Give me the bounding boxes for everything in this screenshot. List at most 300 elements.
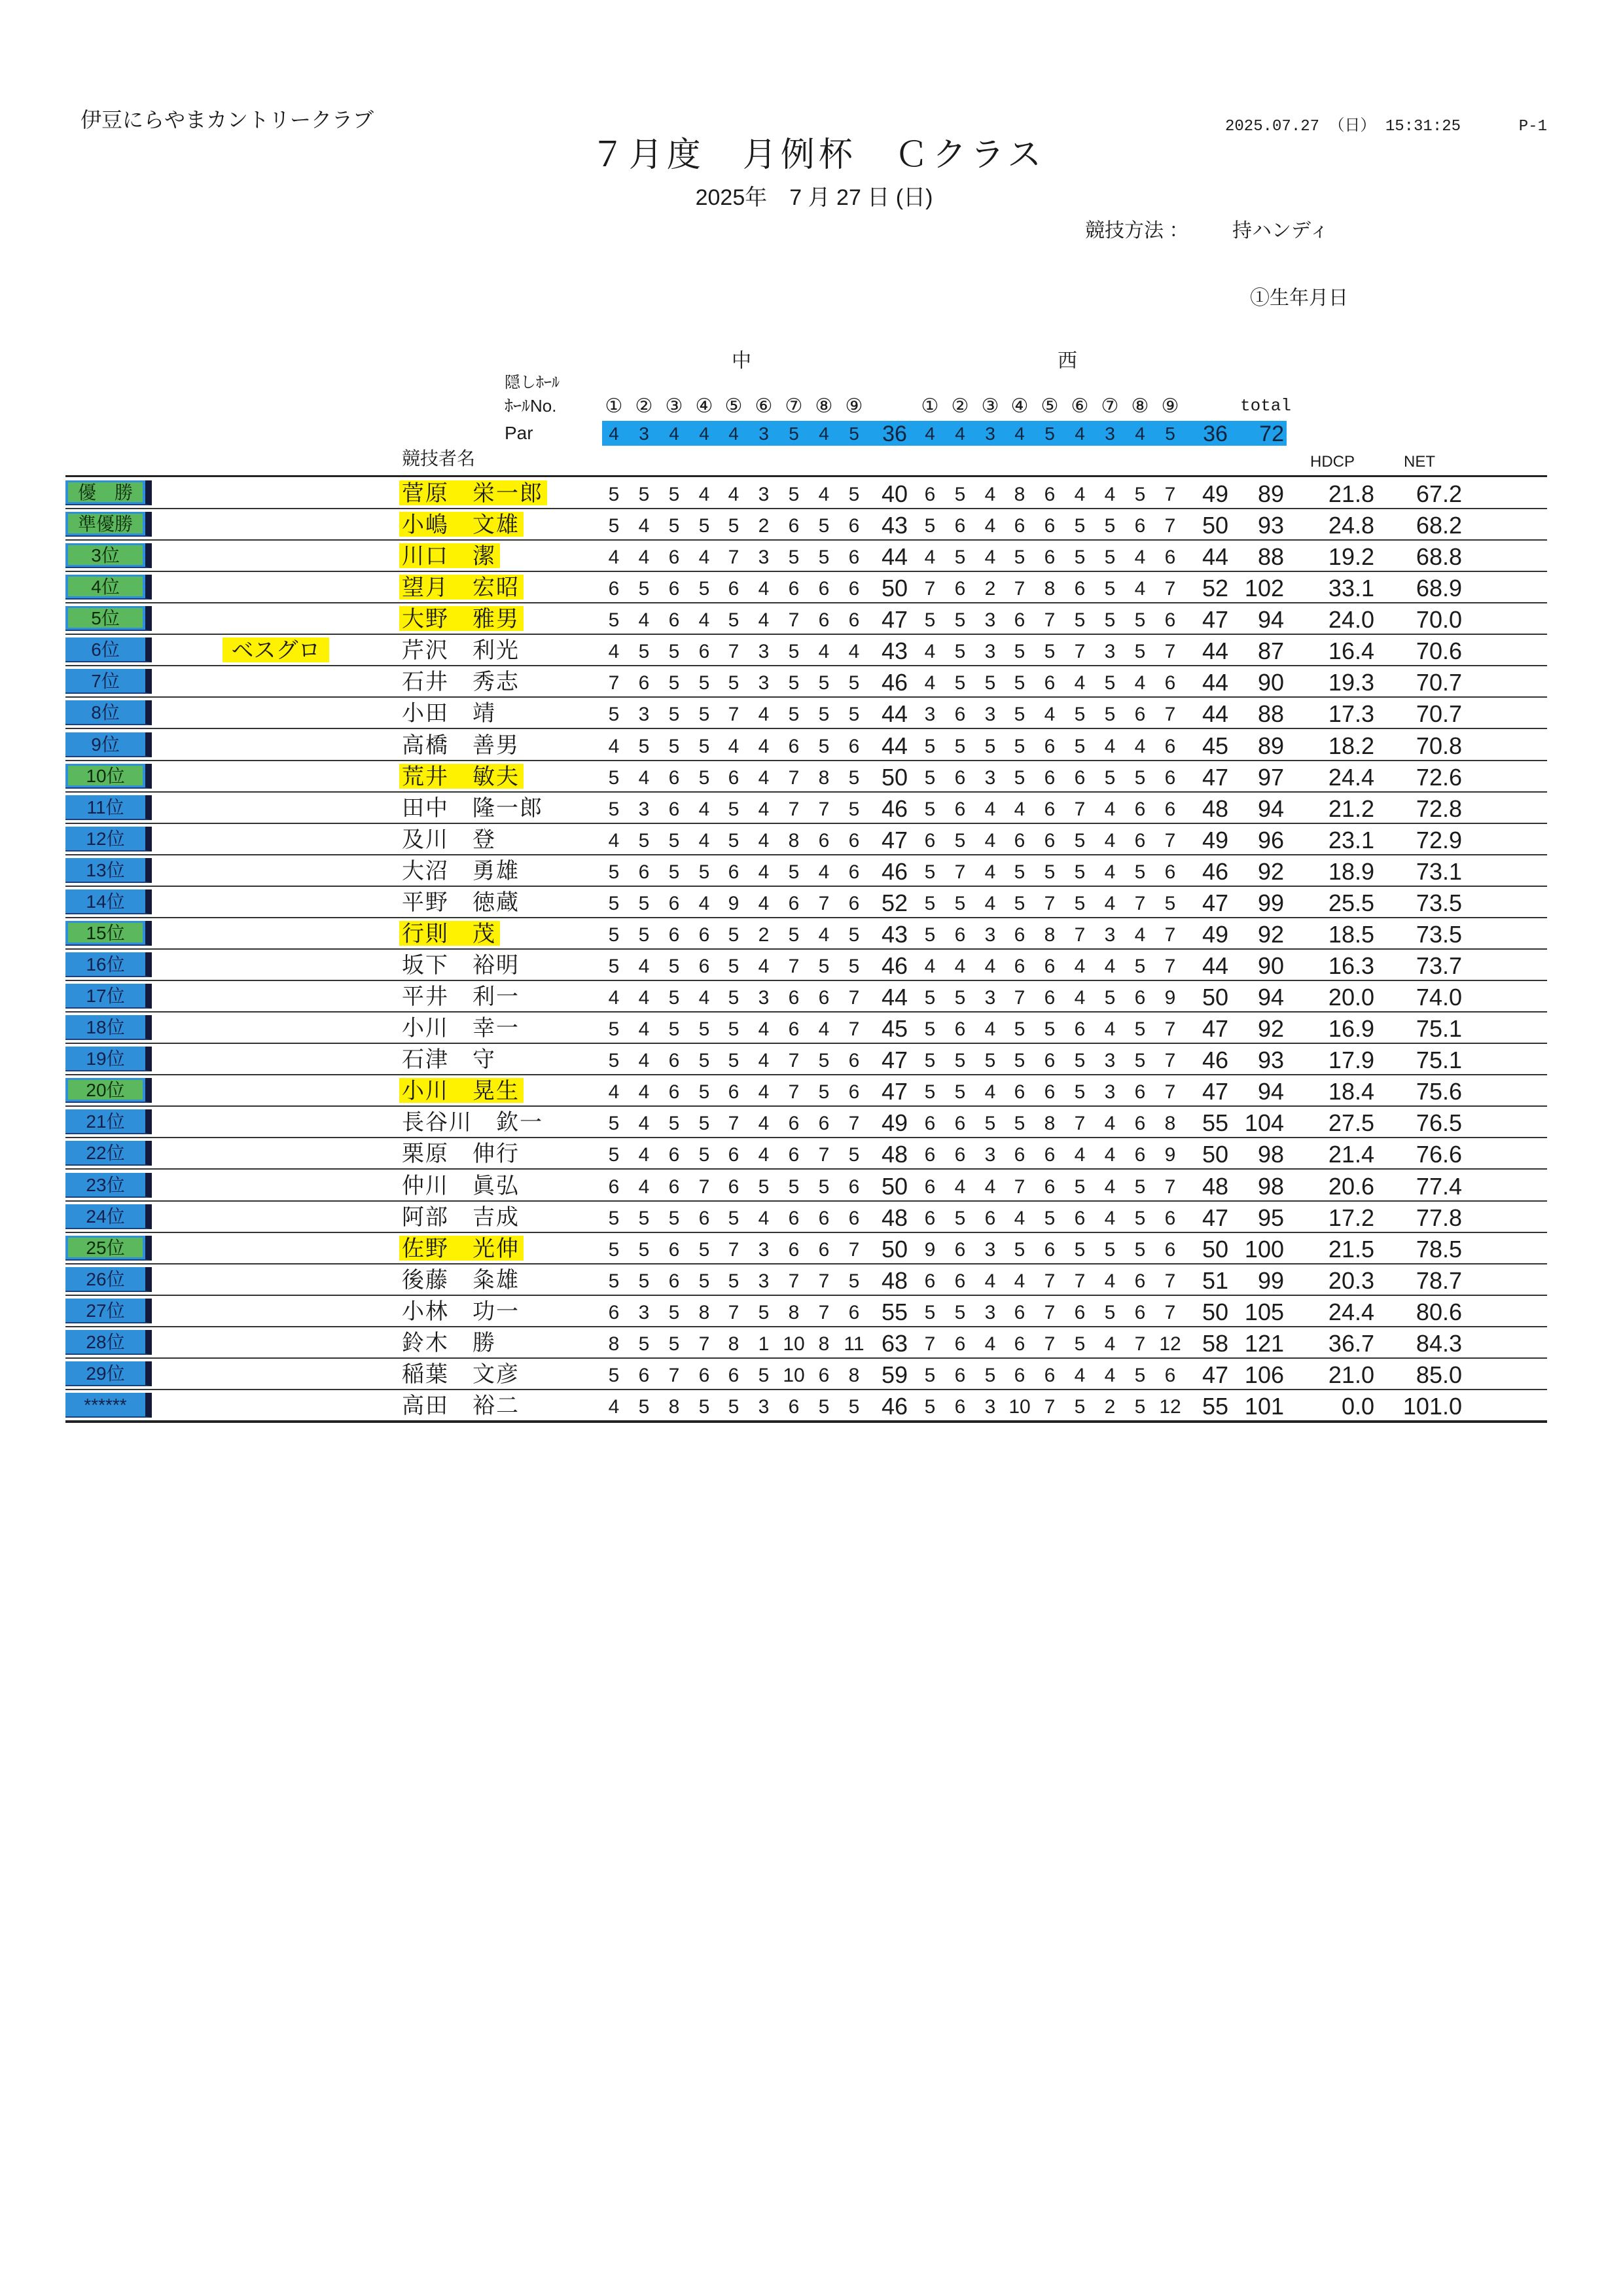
hole-score-front: 5 xyxy=(788,641,800,662)
par-front: 4 xyxy=(609,423,619,444)
hole-score-back: 6 xyxy=(924,1270,936,1292)
hole-score-back: 5 xyxy=(1134,484,1146,505)
player-name: 石井 秀志 xyxy=(402,670,520,694)
hole-score-front: 5 xyxy=(668,641,680,662)
hole-score-front: 3 xyxy=(638,798,650,820)
hole-score-front: 6 xyxy=(668,1239,680,1261)
out-total: 47 xyxy=(881,1078,908,1105)
hole-score-front: 5 xyxy=(728,956,740,977)
out-total: 48 xyxy=(881,1204,908,1231)
player-name: 長谷川 欽一 xyxy=(402,1110,543,1135)
gross-total: 92 xyxy=(1257,921,1284,948)
hole-score-front: 6 xyxy=(608,578,620,600)
hole-score-back: 5 xyxy=(1074,736,1086,757)
hole-score-back: 4 xyxy=(1104,1270,1116,1292)
result-row xyxy=(0,1012,1623,1043)
hole-score-front: 6 xyxy=(848,736,860,757)
hole-score-front: 4 xyxy=(818,484,830,505)
hole-score-back: 6 xyxy=(1044,484,1056,505)
event-date: 2025年 7 月 27 日 (日) xyxy=(695,185,933,210)
hole-score-front: 5 xyxy=(608,515,620,537)
gross-total: 99 xyxy=(1257,1267,1284,1294)
in-total: 49 xyxy=(1202,480,1229,507)
hole-number-label: ﾎｰﾙNo. xyxy=(505,396,557,416)
hole-score-back: 7 xyxy=(1044,609,1056,631)
hole-score-back: 7 xyxy=(1164,1081,1176,1103)
hole-score-front: 6 xyxy=(698,924,710,946)
net-score: 72.9 xyxy=(1416,827,1462,853)
hole-score-back: 2 xyxy=(1104,1396,1116,1418)
hole-score-front: 5 xyxy=(728,830,740,852)
hole-score-back: 5 xyxy=(954,1050,966,1071)
hole-score-front: 4 xyxy=(638,609,650,631)
rank-label: 17位 xyxy=(86,986,125,1006)
gross-total: 88 xyxy=(1257,543,1284,570)
handicap: 18.4 xyxy=(1328,1078,1374,1105)
hole-score-back: 5 xyxy=(924,798,936,820)
hole-score-front: 5 xyxy=(698,578,710,600)
hole-score-back: 7 xyxy=(1044,1270,1056,1292)
hole-score-back: 6 xyxy=(1134,1144,1146,1166)
hole-score-front: 7 xyxy=(788,798,800,820)
player-name: 阿部 吉成 xyxy=(402,1205,520,1230)
hole-score-front: 6 xyxy=(788,515,800,537)
hole-score-front: 4 xyxy=(758,704,770,725)
out-total: 50 xyxy=(881,575,908,601)
hole-score-front: 5 xyxy=(668,1113,680,1134)
hole-score-back: 4 xyxy=(984,484,996,505)
hole-score-front: 5 xyxy=(668,515,680,537)
rank-badge xyxy=(65,1267,152,1292)
total-column-label: total xyxy=(1240,396,1292,416)
in-total: 50 xyxy=(1202,512,1229,539)
hole-score-back: 7 xyxy=(1164,956,1176,977)
player-name: 平井 利一 xyxy=(402,984,520,1009)
hole-score-back: 6 xyxy=(924,1144,936,1166)
hole-score-back: 4 xyxy=(984,1176,996,1198)
hole-score-back: 4 xyxy=(1074,1365,1086,1386)
result-row xyxy=(0,949,1623,980)
net-score: 72.8 xyxy=(1416,795,1462,822)
hole-score-back: 3 xyxy=(1104,924,1116,946)
handicap: 21.5 xyxy=(1328,1236,1374,1263)
hole-score-back: 5 xyxy=(984,672,996,694)
hole-score-front: 4 xyxy=(758,736,770,757)
rank-badge xyxy=(65,1109,152,1134)
par-back: 4 xyxy=(1014,423,1025,444)
hole-score-back: 4 xyxy=(924,956,936,977)
hole-score-front: 6 xyxy=(818,987,830,1009)
hole-score-back: 6 xyxy=(1044,547,1056,568)
hole-score-front: 4 xyxy=(638,987,650,1009)
net-score: 76.5 xyxy=(1416,1109,1462,1136)
hole-score-back: 7 xyxy=(1164,704,1176,725)
hole-score-back: 7 xyxy=(1044,1333,1056,1355)
result-row xyxy=(0,1264,1623,1295)
hole-score-back: 5 xyxy=(1134,1365,1146,1386)
hole-score-back: 5 xyxy=(1134,767,1146,789)
hole-score-front: 5 xyxy=(698,861,710,883)
hole-score-front: 6 xyxy=(698,956,710,977)
hole-score-front: 5 xyxy=(758,1176,770,1198)
in-total: 50 xyxy=(1202,1236,1229,1263)
hole-score-back: 4 xyxy=(1104,1018,1116,1040)
page-title: ７月度 月例杯 Ｃクラス xyxy=(590,136,1046,174)
hole-score-front: 6 xyxy=(728,578,740,600)
hole-score-front: 5 xyxy=(698,1018,710,1040)
hole-score-front: 6 xyxy=(818,1208,830,1229)
net-score: 73.7 xyxy=(1416,952,1462,979)
hole-score-front: 5 xyxy=(848,1144,860,1166)
hole-number-front: ⑨ xyxy=(845,395,863,417)
hole-score-back: 4 xyxy=(1104,1333,1116,1355)
in-total: 51 xyxy=(1202,1267,1229,1294)
handicap: 20.0 xyxy=(1328,984,1374,1011)
hole-score-front: 8 xyxy=(818,767,830,789)
hole-score-front: 2 xyxy=(758,924,770,946)
hole-number-front: ⑤ xyxy=(724,395,743,417)
net-score: 77.4 xyxy=(1416,1173,1462,1200)
net-score: 77.8 xyxy=(1416,1204,1462,1231)
net-score: 70.6 xyxy=(1416,637,1462,664)
hole-score-back: 5 xyxy=(1134,641,1146,662)
hole-number-back: ③ xyxy=(981,395,999,417)
hole-number-back: ⑥ xyxy=(1071,395,1089,417)
handicap: 21.2 xyxy=(1328,795,1374,822)
hole-score-front: 3 xyxy=(758,672,770,694)
in-total: 44 xyxy=(1202,952,1229,979)
hole-score-back: 4 xyxy=(1074,1144,1086,1166)
hole-score-front: 4 xyxy=(728,484,740,505)
gross-total: 94 xyxy=(1257,606,1284,633)
player-name: 小田 靖 xyxy=(402,701,496,726)
in-total: 44 xyxy=(1202,669,1229,696)
hole-score-front: 8 xyxy=(608,1333,620,1355)
hole-score-back: 6 xyxy=(1074,767,1086,789)
result-row xyxy=(0,980,1623,1012)
handicap: 27.5 xyxy=(1328,1109,1374,1136)
hole-score-back: 4 xyxy=(1104,736,1116,757)
net-score: 67.2 xyxy=(1416,480,1462,507)
hole-score-front: 8 xyxy=(668,1396,680,1418)
hole-score-front: 7 xyxy=(818,1302,830,1323)
rank-badge xyxy=(65,1393,152,1418)
hole-score-back: 5 xyxy=(954,1081,966,1103)
hole-score-back: 6 xyxy=(1074,578,1086,600)
out-total: 48 xyxy=(881,1267,908,1294)
best-gross-badge: ベスグロ xyxy=(223,637,329,662)
hole-score-back: 6 xyxy=(1044,956,1056,977)
player-name: 稲葉 文彦 xyxy=(402,1362,520,1387)
hole-score-front: 4 xyxy=(758,578,770,600)
in-total: 44 xyxy=(1202,543,1229,570)
rank-label: 28位 xyxy=(86,1332,125,1352)
hole-score-back: 7 xyxy=(1074,1270,1086,1292)
hole-score-back: 3 xyxy=(1104,641,1116,662)
gross-total: 94 xyxy=(1257,795,1284,822)
net-score: 70.0 xyxy=(1416,606,1462,633)
gross-total: 95 xyxy=(1257,1204,1284,1231)
hole-score-front: 4 xyxy=(638,1018,650,1040)
hole-score-back: 9 xyxy=(1164,987,1176,1009)
row-divider xyxy=(65,1420,1547,1423)
hole-score-back: 6 xyxy=(924,1176,936,1198)
hole-score-back: 4 xyxy=(1134,547,1146,568)
par-back: 3 xyxy=(985,423,995,444)
net-score: 72.6 xyxy=(1416,764,1462,791)
hole-number-front: ④ xyxy=(695,395,713,417)
hole-score-back: 4 xyxy=(1104,1144,1116,1166)
hole-score-front: 5 xyxy=(608,1270,620,1292)
par-front: 4 xyxy=(699,423,709,444)
hole-score-front: 5 xyxy=(788,484,800,505)
hole-score-back: 5 xyxy=(1014,1239,1026,1261)
hole-score-back: 6 xyxy=(1044,736,1056,757)
hole-score-back: 8 xyxy=(1044,578,1056,600)
hole-score-front: 5 xyxy=(848,956,860,977)
in-total: 47 xyxy=(1202,1078,1229,1105)
hole-score-front: 4 xyxy=(758,861,770,883)
hole-score-front: 4 xyxy=(698,830,710,852)
result-row xyxy=(0,571,1623,603)
rank-label: 23位 xyxy=(86,1175,125,1195)
hole-score-back: 4 xyxy=(924,672,936,694)
hole-score-front: 5 xyxy=(728,1018,740,1040)
out-total: 40 xyxy=(881,480,908,507)
hole-number-back: ⑨ xyxy=(1161,395,1179,417)
in-total: 55 xyxy=(1202,1109,1229,1136)
out-total: 59 xyxy=(881,1361,908,1388)
hole-score-back: 4 xyxy=(954,1176,966,1198)
hole-score-back: 6 xyxy=(1164,672,1176,694)
hole-score-back: 5 xyxy=(1104,672,1116,694)
in-total: 49 xyxy=(1202,921,1229,948)
hole-score-front: 6 xyxy=(638,672,650,694)
hole-score-back: 5 xyxy=(1014,1018,1026,1040)
hole-score-front: 11 xyxy=(844,1333,865,1355)
in-total: 48 xyxy=(1202,795,1229,822)
player-name: 坂下 裕明 xyxy=(402,953,520,978)
hole-score-front: 4 xyxy=(698,609,710,631)
hole-score-back: 5 xyxy=(1104,1302,1116,1323)
hole-score-back: 6 xyxy=(984,1208,996,1229)
hole-score-back: 12 xyxy=(1159,1333,1181,1355)
handicap: 18.2 xyxy=(1328,732,1374,759)
hole-score-back: 2 xyxy=(984,578,996,600)
hole-score-back: 6 xyxy=(1044,1050,1056,1071)
out-total: 47 xyxy=(881,827,908,853)
hole-score-front: 5 xyxy=(608,1365,620,1386)
handicap: 33.1 xyxy=(1328,575,1374,601)
hole-score-back: 5 xyxy=(954,641,966,662)
hole-score-back: 6 xyxy=(954,767,966,789)
hole-score-back: 4 xyxy=(1104,1365,1116,1386)
hole-score-back: 7 xyxy=(1164,924,1176,946)
hole-score-back: 3 xyxy=(984,1302,996,1323)
hole-score-back: 7 xyxy=(1134,893,1146,914)
hole-score-back: 6 xyxy=(1044,830,1056,852)
hole-number-front: ③ xyxy=(665,395,683,417)
hole-score-back: 4 xyxy=(1104,798,1116,820)
handicap: 20.3 xyxy=(1328,1267,1374,1294)
result-row xyxy=(0,761,1623,792)
hole-score-front: 7 xyxy=(788,1081,800,1103)
player-name: 栗原 伸行 xyxy=(402,1141,520,1166)
handicap: 21.4 xyxy=(1328,1141,1374,1168)
hole-score-back: 5 xyxy=(1104,767,1116,789)
out-total: 46 xyxy=(881,858,908,885)
hole-score-front: 6 xyxy=(668,578,680,600)
in-total: 44 xyxy=(1202,637,1229,664)
hole-score-front: 5 xyxy=(848,798,860,820)
rank-badge xyxy=(65,858,152,883)
player-name: 小嶋 文雄 xyxy=(399,512,524,537)
hole-score-front: 5 xyxy=(698,736,710,757)
hole-score-front: 6 xyxy=(728,1081,740,1103)
hole-score-back: 5 xyxy=(1074,515,1086,537)
hole-score-back: 5 xyxy=(924,1081,936,1103)
hole-score-back: 3 xyxy=(984,924,996,946)
rank-badge xyxy=(65,512,152,537)
hole-score-back: 3 xyxy=(984,767,996,789)
hole-score-front: 6 xyxy=(788,1239,800,1261)
hole-score-back: 6 xyxy=(1164,767,1176,789)
hole-score-front: 5 xyxy=(638,893,650,914)
hole-score-back: 5 xyxy=(1104,578,1116,600)
hole-score-back: 6 xyxy=(924,1113,936,1134)
hole-score-back: 5 xyxy=(924,767,936,789)
hole-score-back: 5 xyxy=(1014,1050,1026,1071)
hole-score-back: 6 xyxy=(1134,830,1146,852)
hole-score-back: 5 xyxy=(924,987,936,1009)
gross-total: 92 xyxy=(1257,858,1284,885)
hole-number-front: ⑦ xyxy=(785,395,803,417)
hole-score-front: 3 xyxy=(758,1396,770,1418)
player-name: 小林 功一 xyxy=(402,1299,520,1324)
hole-score-back: 4 xyxy=(984,893,996,914)
hole-score-back: 6 xyxy=(1014,1302,1026,1323)
hole-score-front: 5 xyxy=(608,1208,620,1229)
par-back: 4 xyxy=(955,423,965,444)
par-front: 5 xyxy=(789,423,799,444)
hole-score-back: 4 xyxy=(984,956,996,977)
hole-score-back: 4 xyxy=(984,798,996,820)
hole-score-back: 7 xyxy=(1164,641,1176,662)
hole-score-back: 6 xyxy=(954,704,966,725)
rank-badge xyxy=(65,606,152,631)
hole-score-back: 4 xyxy=(984,547,996,568)
player-name: 川口 潔 xyxy=(399,543,500,568)
hole-score-back: 6 xyxy=(1134,1113,1146,1134)
net-score: 70.8 xyxy=(1416,732,1462,759)
hole-score-front: 5 xyxy=(608,861,620,883)
hole-score-back: 5 xyxy=(1074,1081,1086,1103)
hole-score-back: 5 xyxy=(1044,1208,1056,1229)
hole-score-front: 6 xyxy=(668,1176,680,1198)
hole-score-front: 5 xyxy=(728,609,740,631)
hole-score-back: 4 xyxy=(984,1081,996,1103)
hole-score-back: 5 xyxy=(1134,1050,1146,1071)
in-total: 50 xyxy=(1202,984,1229,1011)
par-back: 4 xyxy=(925,423,935,444)
hole-score-front: 5 xyxy=(668,736,680,757)
hole-score-front: 5 xyxy=(638,736,650,757)
hole-score-front: 6 xyxy=(848,893,860,914)
hole-score-back: 5 xyxy=(1044,641,1056,662)
hole-score-back: 4 xyxy=(1014,1208,1026,1229)
hole-score-back: 5 xyxy=(1074,830,1086,852)
hole-score-front: 5 xyxy=(608,1018,620,1040)
hole-score-back: 5 xyxy=(924,1302,936,1323)
gross-total: 94 xyxy=(1257,984,1284,1011)
hole-score-front: 4 xyxy=(638,547,650,568)
hole-score-front: 3 xyxy=(638,1302,650,1323)
out-total: 50 xyxy=(881,1173,908,1200)
net-score: 80.6 xyxy=(1416,1299,1462,1325)
player-name: 仲川 眞弘 xyxy=(402,1174,520,1198)
hole-score-front: 5 xyxy=(728,1050,740,1071)
hole-score-back: 4 xyxy=(1074,672,1086,694)
in-total: 46 xyxy=(1202,858,1229,885)
player-name: 荒井 敏夫 xyxy=(399,764,524,789)
hole-score-front: 4 xyxy=(638,1176,650,1198)
rank-label: 19位 xyxy=(86,1049,125,1069)
hole-score-back: 5 xyxy=(1014,861,1026,883)
rank-badge xyxy=(65,1047,152,1071)
hole-score-back: 7 xyxy=(954,861,966,883)
hole-score-back: 6 xyxy=(1044,1081,1056,1103)
result-row xyxy=(0,1138,1623,1169)
hole-score-back: 4 xyxy=(1014,1270,1026,1292)
hole-score-front: 4 xyxy=(638,1050,650,1071)
hole-score-front: 6 xyxy=(848,1302,860,1323)
hole-score-front: 5 xyxy=(608,1113,620,1134)
hole-score-front: 7 xyxy=(608,672,620,694)
hole-score-front: 4 xyxy=(758,609,770,631)
hole-score-front: 5 xyxy=(638,830,650,852)
hole-score-back: 7 xyxy=(1014,1176,1026,1198)
rank-label: 8位 xyxy=(91,702,120,723)
hole-score-front: 6 xyxy=(728,1176,740,1198)
handicap: 18.9 xyxy=(1328,858,1374,885)
gross-total: 99 xyxy=(1257,889,1284,916)
hole-score-back: 7 xyxy=(1014,987,1026,1009)
hole-score-back: 6 xyxy=(1164,1208,1176,1229)
rank-badge xyxy=(65,1361,152,1386)
net-score: 68.9 xyxy=(1416,575,1462,601)
hole-score-back: 6 xyxy=(1014,1333,1026,1355)
hole-score-back: 5 xyxy=(924,515,936,537)
page-number: P-1 xyxy=(1518,118,1547,135)
hole-score-front: 4 xyxy=(758,1113,770,1134)
hole-score-front: 5 xyxy=(608,924,620,946)
hole-score-back: 5 xyxy=(984,1113,996,1134)
hole-score-front: 5 xyxy=(818,1050,830,1071)
hole-score-front: 5 xyxy=(848,924,860,946)
hole-score-back: 7 xyxy=(924,1333,936,1355)
hole-score-back: 5 xyxy=(954,893,966,914)
hole-score-front: 6 xyxy=(728,1365,740,1386)
hole-score-front: 5 xyxy=(788,704,800,725)
hole-score-back: 6 xyxy=(1134,1270,1146,1292)
in-total: 50 xyxy=(1202,1141,1229,1168)
hole-score-back: 5 xyxy=(924,861,936,883)
hole-score-back: 4 xyxy=(1104,1176,1116,1198)
hole-score-back: 4 xyxy=(984,515,996,537)
net-score: 73.5 xyxy=(1416,889,1462,916)
hole-score-front: 5 xyxy=(848,484,860,505)
handicap: 24.8 xyxy=(1328,512,1374,539)
